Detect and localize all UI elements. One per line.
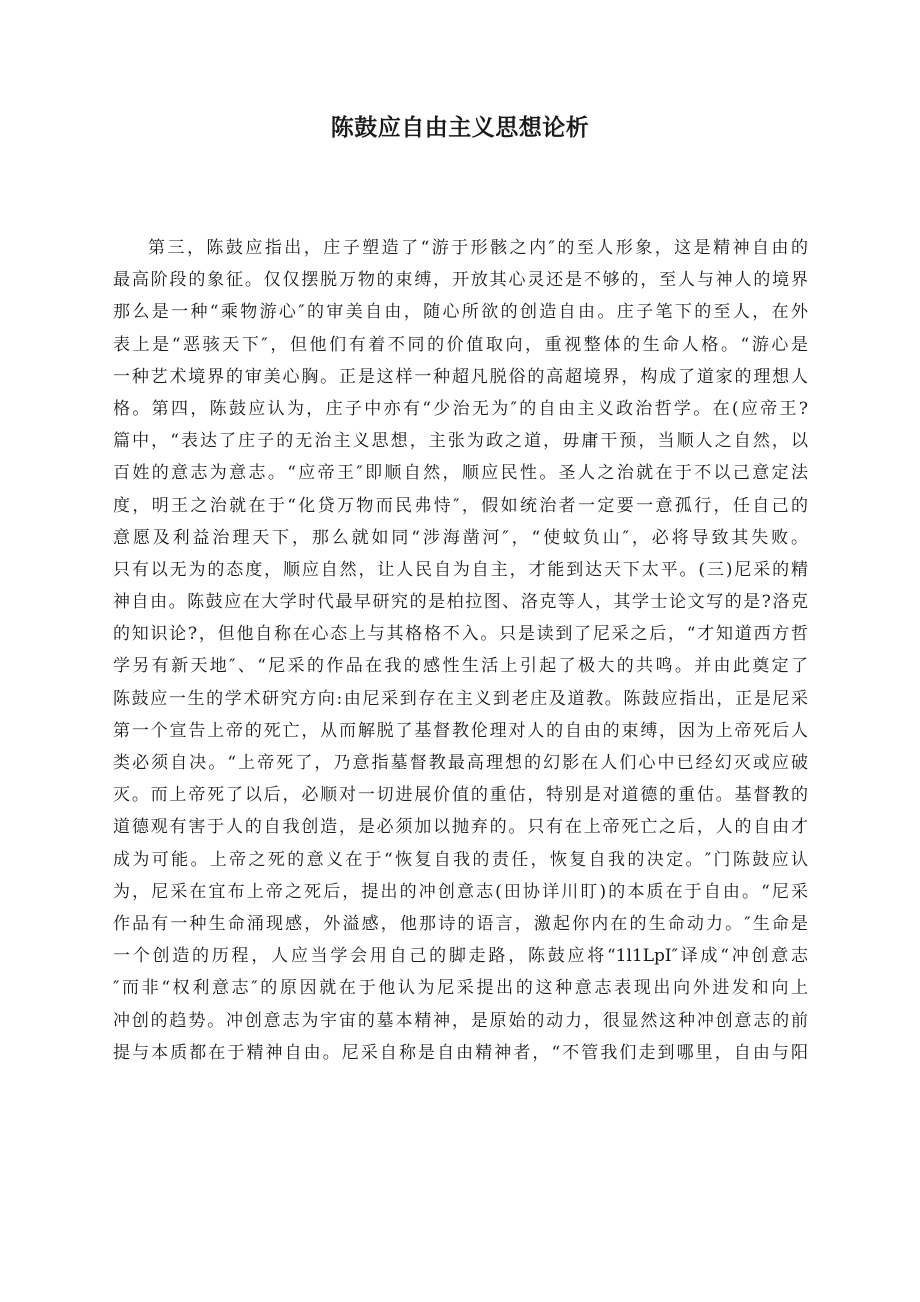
body-line: 学另有新天地″、“尼采的作品在我的感性生活上引起了极大的共鸣。并由此奠定了: [113, 656, 808, 677]
body-line: 那么是一种“乘物游心″的审美自由，随心所欲的创造自由。庄子笔下的至人，在外: [113, 302, 808, 323]
body-line: 陈鼓应一生的学术研究方向:由尼采到存在主义到老庄及道教。陈鼓应指出，正是尼采: [113, 688, 808, 709]
document-title: 陈鼓应自由主义思想论析: [330, 115, 590, 141]
body-line: 冲创的趋势。冲创意志为宇宙的墓本精神，是原始的动力，很显然这种冲创意志的前: [113, 1010, 808, 1031]
body-line: 表上是“恶骇天下″，但他们有着不同的价值取向，重视整体的生命人格。“游心是: [113, 334, 808, 355]
body-line: 度，明王之治就在于“化贷万物而民弗恃″，假如统治者一定要一意孤行，任自己的: [113, 495, 808, 516]
body-line: 只有以无为的态度，顺应自然，让人民自为自主，才能到达天下太平。(三)尼采的精: [113, 559, 808, 580]
body-line: 最高阶段的象征。仅仅摆脱万物的束缚，开放其心灵还是不够的，至人与神人的境界: [113, 270, 808, 291]
body-line: 格。第四，陈鼓应认为，庄子中亦有“少治无为″的自由主义政治哲学。在(应帝王?: [113, 398, 808, 419]
body-line: 神自由。陈鼓应在大学时代最早研究的是柏拉图、洛克等人，其学士论文写的是?洛克: [113, 592, 808, 613]
body-line: 的知识论?，但他自称在心态上与其格格不入。只是读到了尼采之后，“才知道西方哲: [113, 624, 808, 645]
body-line: 类必须自决。“上帝死了，乃意指墓督教最高理想的幻影在人们心中已经幻灭或应破: [113, 753, 808, 773]
body-line: 成为可能。上帝之死的意义在于“恢复自我的责任，恢复自我的决定。″门陈鼓应认: [113, 849, 808, 870]
body-line: 百姓的意志为意志。“应帝王″即顺自然，顺应民性。圣人之治就在于不以己意定法: [113, 463, 808, 484]
body-line: 一个创造的历程，人应当学会用自己的脚走路，陈鼓应将“1l1LpI″译成“冲创意志: [113, 946, 808, 967]
body-line: 为，尼采在宜布上帝之死后，提出的冲创意志(田协详川盯)的本质在于自由。“尼采: [113, 881, 808, 902]
body-line: 第三，陈鼓应指出，庄子塑造了“游于形骸之内″的至人形象，这是精神自由的: [148, 238, 808, 258]
body-line: ″而非“权利意志″的原因就在于他认为尼采提出的这种意志表现出向外进发和向上: [113, 978, 808, 999]
body-line: 提与本质都在于精神自由。尼采自称是自由精神者，“不管我们走到哪里，自由与阳: [113, 1042, 808, 1063]
body-line: 意愿及利益治理天下，那么就如同“涉海凿河″，“使蚊负山″，必将导致其失败。: [113, 527, 808, 548]
body-line: 道德观有害于人的自我创造，是必须加以抛弃的。只有在上帝死亡之后，人的自由才: [113, 817, 808, 838]
body-line: 灭。而上帝死了以后，必顺对一切进展价值的重估，特别是对道德的重估。基督教的: [113, 785, 808, 806]
body-line: 一种艺术境界的审美心胸。正是这样一种超凡脱俗的高超境界，构成了道家的理想人: [113, 366, 808, 387]
document-body: [113, 232, 808, 1069]
body-line: 第一个宣告上帝的死亡，从而解脱了基督教伦理对人的自由的束缚，因为上帝死后人: [113, 720, 808, 741]
body-line: 作品有一种生命涌现感，外溢感，他那诗的语言，激起你内在的生命动力。″生命是: [113, 913, 808, 934]
body-line: 篇中，“表达了庄子的无治主义思想，主张为政之道，毋庸干预，当顺人之自然，以: [113, 431, 808, 452]
